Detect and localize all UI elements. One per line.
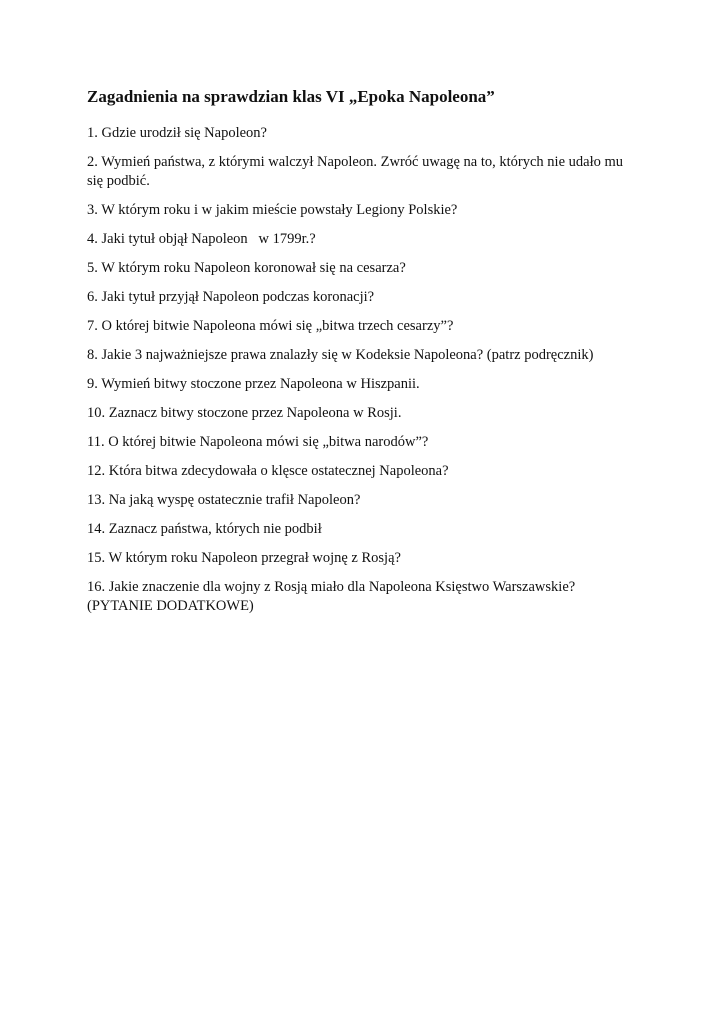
question-text: 5. W którym roku Napoleon koronował się na cesarza?	[87, 260, 406, 276]
question-item	[87, 520, 647, 539]
question-text: 16. Jakie znaczenie dla wojny z Rosją miało dla Napoleona Księstwo Warszawskie?	[87, 579, 576, 595]
question-item	[87, 462, 647, 481]
question-text: 2. Wymień państwa, z którymi walczył Napoleon. Zwróć uwagę na to, których nie udało mu	[87, 154, 624, 170]
question-text: 13. Na jaką wyspę ostatecznie trafił Napoleon?	[87, 492, 361, 508]
question-item	[87, 491, 647, 510]
question-text: 14. Zaznacz państwa, których nie podbił	[87, 521, 322, 537]
question-item	[87, 433, 647, 452]
question-text: 4. Jaki tytuł objął Napoleon w 1799r.?	[87, 231, 316, 247]
question-item	[87, 375, 647, 394]
question-item	[87, 201, 647, 220]
question-text: 10. Zaznacz bitwy stoczone przez Napoleona w Rosji.	[87, 405, 402, 421]
question-item	[87, 259, 647, 278]
question-text-continued: (PYTANIE DODATKOWE)	[87, 598, 254, 614]
question-list	[87, 124, 647, 626]
question-text: 8. Jakie 3 najważniejsze prawa znalazły się w Kodeksie Napoleona? (patrz podręcznik)	[87, 347, 594, 363]
question-item	[87, 153, 647, 191]
question-text-continued: się podbić.	[87, 173, 150, 189]
question-item	[87, 230, 647, 249]
question-text: 3. W którym roku i w jakim mieście powstały Legiony Polskie?	[87, 202, 458, 218]
question-text: 15. W którym roku Napoleon przegrał wojnę z Rosją?	[87, 550, 401, 566]
question-text: 7. O której bitwie Napoleona mówi się „bitwa trzech cesarzy”?	[87, 318, 454, 334]
question-text: 1. Gdzie urodził się Napoleon?	[87, 125, 267, 141]
question-item	[87, 549, 647, 568]
question-item	[87, 578, 647, 616]
question-text: 6. Jaki tytuł przyjął Napoleon podczas koronacji?	[87, 289, 375, 305]
question-item	[87, 346, 647, 365]
question-text: 11. O której bitwie Napoleona mówi się „bitwa narodów”?	[87, 434, 429, 450]
question-item	[87, 404, 647, 423]
question-text: 9. Wymień bitwy stoczone przez Napoleona w Hiszpanii.	[87, 376, 420, 392]
document-title: Zagadnienia na sprawdzian klas VI „Epoka Napoleona”	[87, 87, 495, 106]
question-item	[87, 317, 647, 336]
question-item	[87, 124, 647, 143]
question-text: 12. Która bitwa zdecydowała o klęsce ostatecznej Napoleona?	[87, 463, 449, 479]
question-item	[87, 288, 647, 307]
